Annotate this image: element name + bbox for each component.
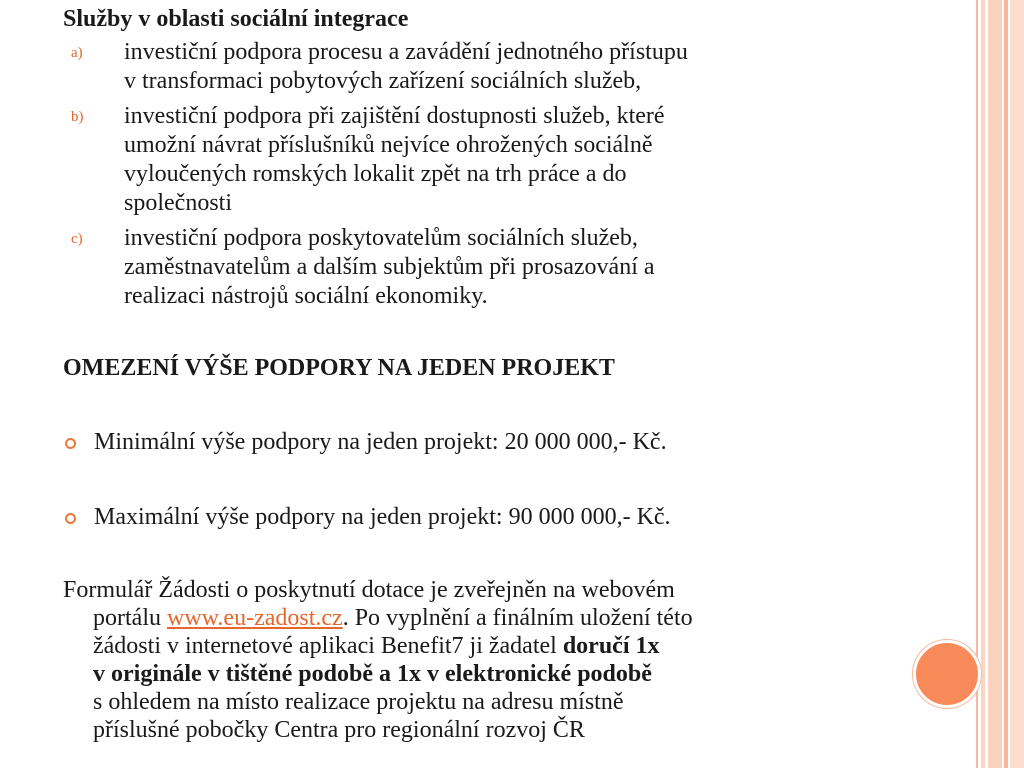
list-item-line: umožní návrat příslušníků nejvíce ohrožených sociálně <box>124 132 653 158</box>
list-marker: c) <box>71 231 83 247</box>
list-marker: b) <box>71 109 84 125</box>
stripe-1 <box>976 0 978 768</box>
section-heading-social: Služby v oblasti sociální integrace <box>63 6 409 32</box>
form-paragraph <box>63 576 903 744</box>
list-item-line: vyloučených romských lokalit zpět na trh práce a do <box>124 161 627 187</box>
list-item <box>63 38 903 96</box>
form-text: žádosti v internetové aplikaci Benefit7 ji žadatel <box>93 633 557 659</box>
form-text: s ohledem na místo realizace projektu na adresu místně <box>93 689 624 715</box>
form-text: . Po vyplnění a finálním uložení této <box>342 605 693 631</box>
list-item-line: realizaci nástrojů sociální ekonomiky. <box>124 283 488 309</box>
form-text: Formulář Žádosti o poskytnutí dotace je zveřejněn na webovém <box>63 577 675 603</box>
list-item-line: investiční podpora při zajištění dostupnosti služeb, které <box>124 103 665 129</box>
form-line <box>63 660 903 688</box>
bullet-icon <box>65 438 76 449</box>
decorative-stripes <box>976 0 1024 768</box>
list-item-line: investiční podpora poskytovatelům sociálních služeb, <box>124 225 638 251</box>
list-item-line: v transformaci pobytových zařízení sociálních služeb, <box>124 68 642 94</box>
form-line <box>63 716 903 744</box>
list-item <box>63 224 903 311</box>
stripe-2 <box>981 0 985 768</box>
stripe-5 <box>1010 0 1024 768</box>
form-line <box>63 604 903 632</box>
slide-content <box>63 4 903 744</box>
service-list <box>63 38 903 311</box>
form-bold-text: doručí 1x <box>562 633 660 659</box>
form-text: příslušné pobočky Centra pro regionální rozvoj ČR <box>93 717 585 743</box>
form-line <box>63 632 903 660</box>
list-marker: a) <box>71 45 83 61</box>
form-line <box>63 688 903 716</box>
section-heading-limits: OMEZENÍ VÝŠE PODPORY NA JEDEN PROJEKT <box>63 355 615 381</box>
list-item-line: investiční podpora procesu a zavádění jednotného přístupu <box>124 39 688 65</box>
form-bold-text: v originále v tištěné podobě a 1x v elektronické podobě <box>93 661 652 687</box>
max-support-item <box>63 502 903 532</box>
list-item <box>63 102 903 218</box>
form-line <box>63 576 903 604</box>
min-support-item <box>63 427 903 457</box>
form-text: portálu <box>93 605 161 631</box>
bullet-icon <box>65 513 76 524</box>
stripe-3 <box>988 0 1002 768</box>
list-item-line: společnosti <box>124 190 232 216</box>
eu-zadost-link[interactable]: www.eu-zadost.cz <box>166 605 343 631</box>
decorative-circle <box>913 640 981 708</box>
stripe-4 <box>1004 0 1008 768</box>
max-support-text: Maximální výše podpory na jeden projekt: 90 000 000,- Kč. <box>94 504 671 530</box>
min-support-text: Minimální výše podpory na jeden projekt: 20 000 000,- Kč. <box>94 429 667 455</box>
list-item-line: zaměstnavatelům a dalším subjektům při prosazování a <box>124 254 655 280</box>
